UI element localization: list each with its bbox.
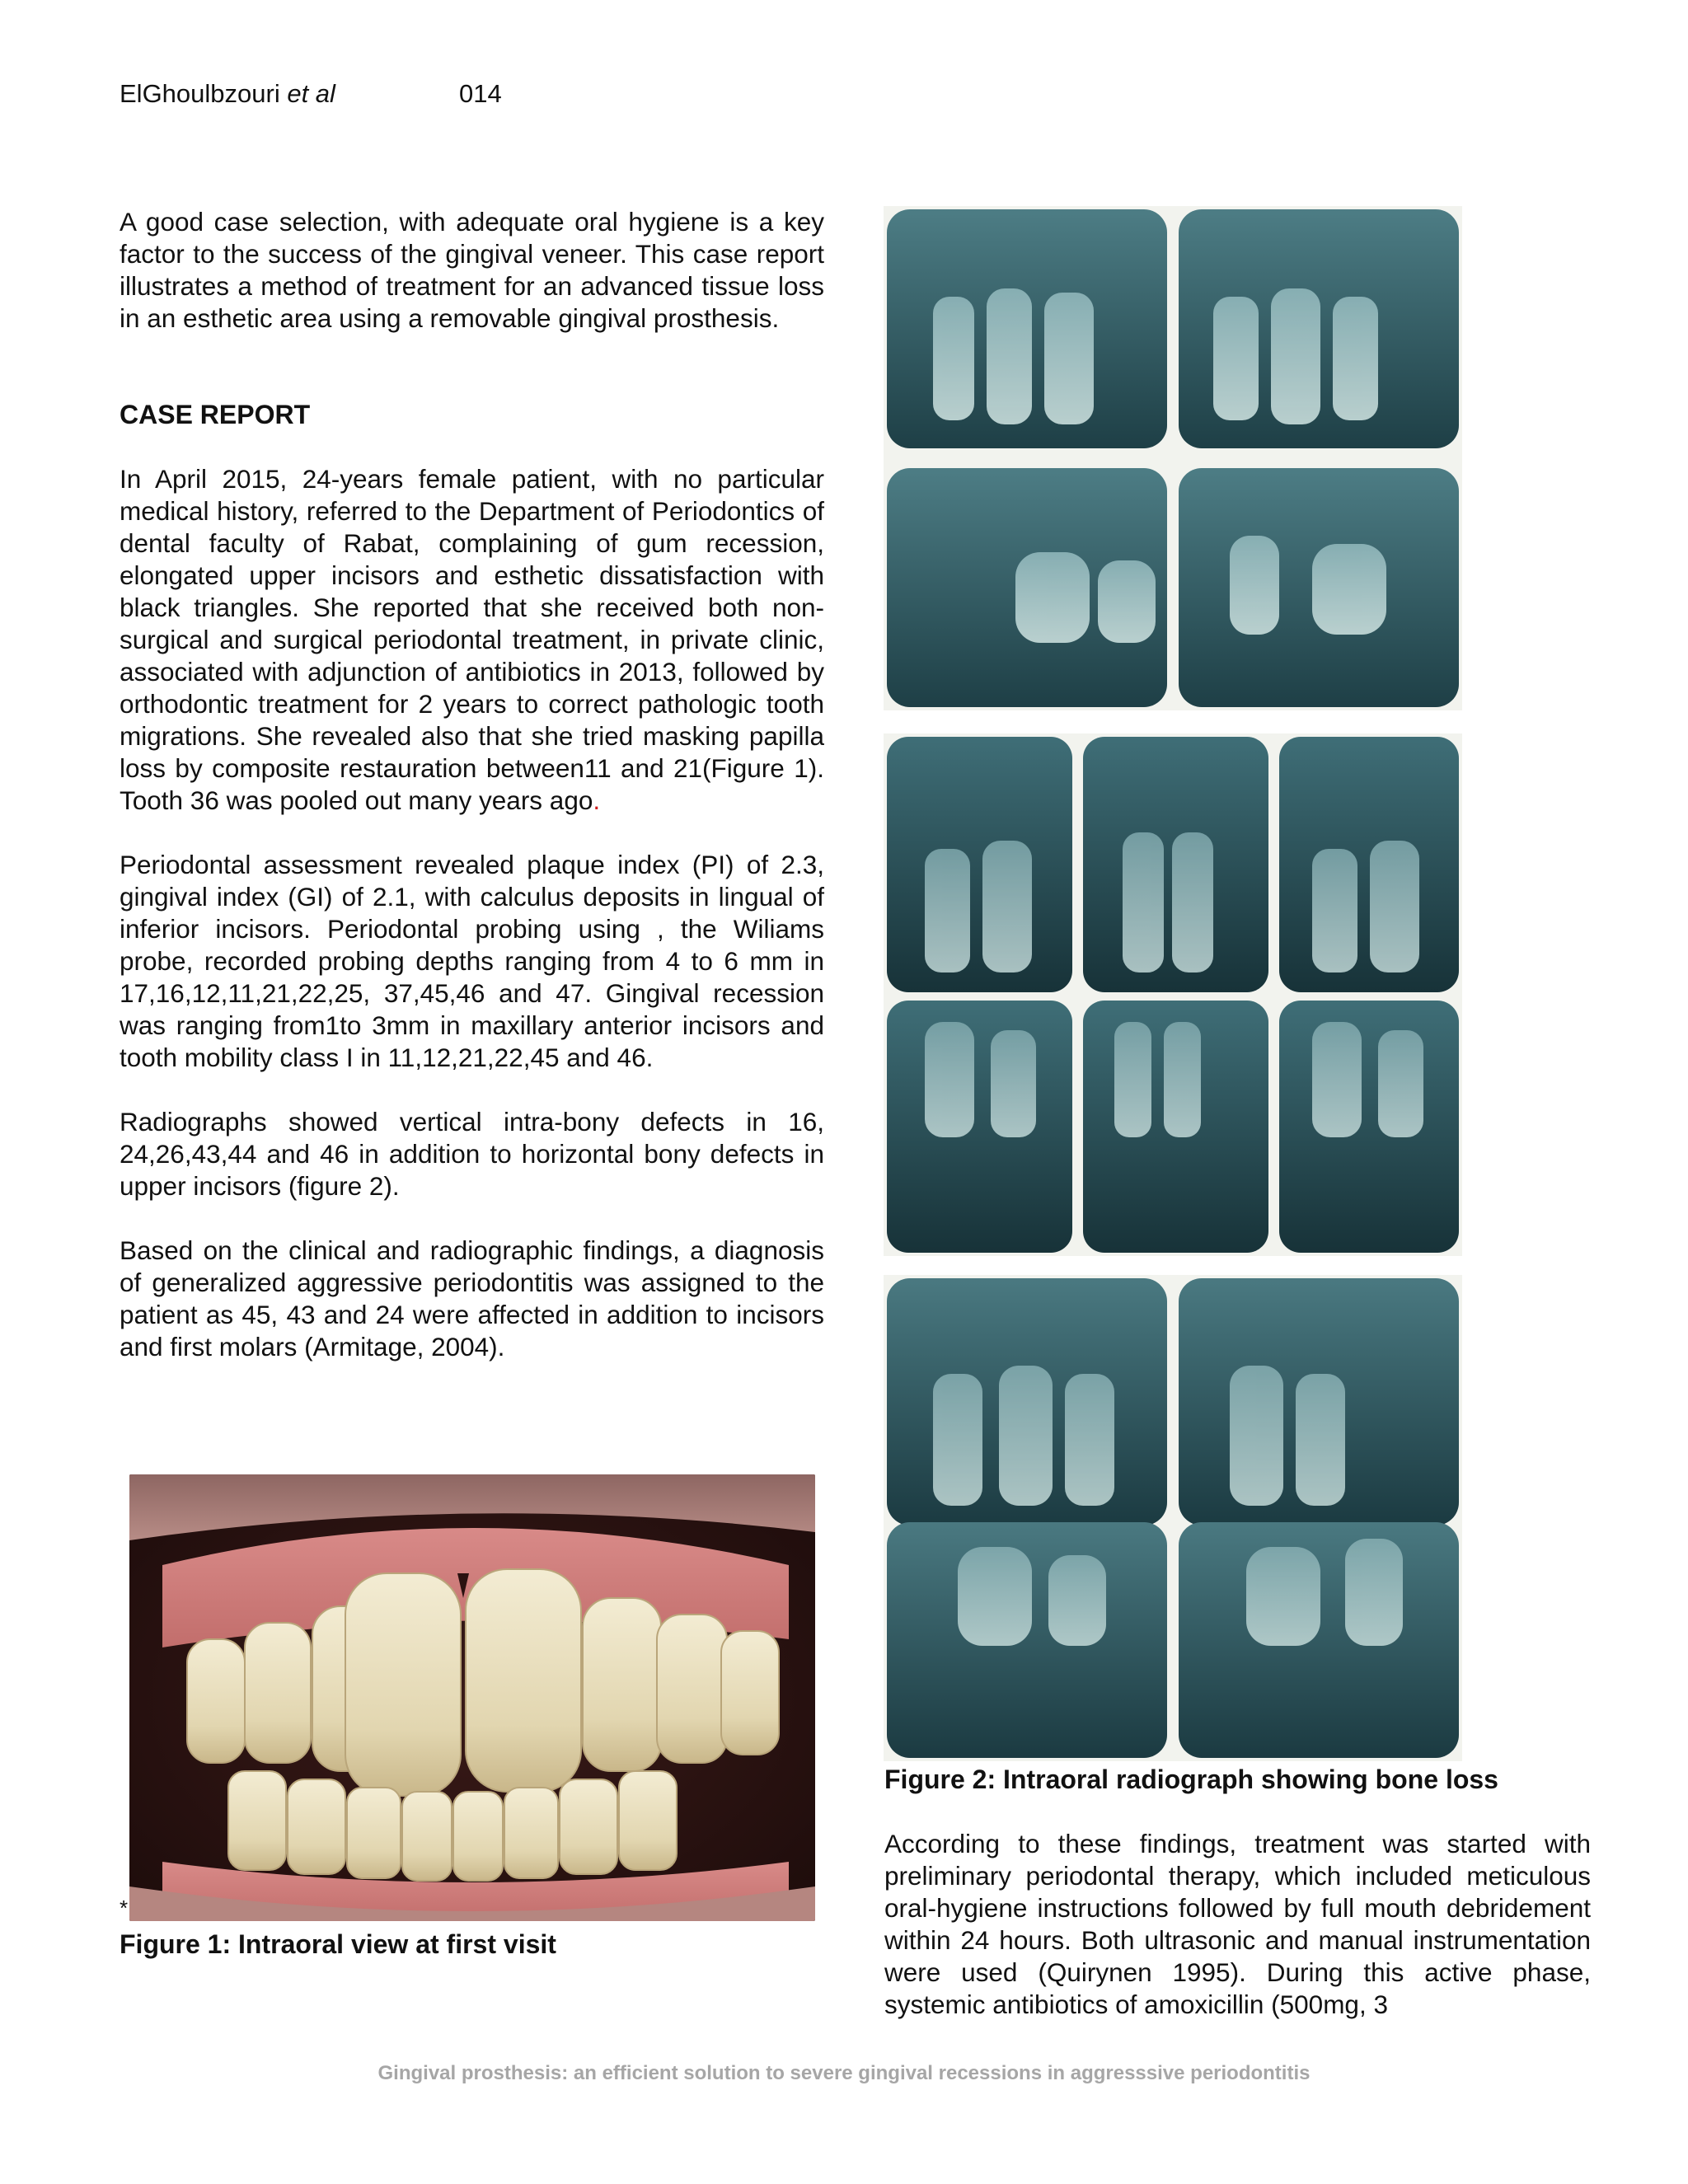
intro-paragraph: A good case selection, with adequate oral hygiene is a key factor to the success of the gingival veneer. This case report illustrates a method of treatment for an advanced tissue loss in an esthetic area using a removable gingival prosthesis.	[120, 207, 824, 333]
paragraph-1-red-period: .	[593, 785, 601, 815]
page-number: 014	[459, 79, 502, 108]
figure-1-caption: Figure 1: Intraoral view at first visit	[120, 1929, 556, 1959]
figure-2-radiograph-panel-2	[884, 733, 1462, 1256]
case-report-paragraph-1	[120, 463, 824, 817]
figure-1-intraoral-photo	[129, 1474, 815, 1921]
header-author-suffix: et al	[287, 79, 335, 108]
footer-running-title: Gingival prosthesis: an efficient solution to severe gingival recessions in aggresssive periodontitis	[377, 2062, 1311, 2084]
figure-2-caption: Figure 2: Intraoral radiograph showing bone loss	[884, 1765, 1498, 1794]
header-author: ElGhoulbzouri	[120, 79, 280, 108]
figure-2-radiograph-panel-1	[884, 206, 1462, 710]
right-column	[884, 1828, 1591, 2021]
page-header	[120, 79, 502, 109]
case-report-paragraph-2: Periodontal assessment revealed plaque index (PI) of 2.3, gingival index (GI) of 2.1, with calculus deposits in lingual of inferior incisors. Periodontal probing using , the Wiliams probe, recorded probing depths ranging from 4 to 6 mm in 17,16,12,11,21,22,25, 37,45,46 and 47. Gingival recession was ranging from1to 3mm in maxillary anterior incisors and tooth mobility class I in 11,12,21,22,45 and 46.	[120, 850, 824, 1072]
case-report-paragraph-4: Based on the clinical and radiographic findings, a diagnosis of generalized aggressive periodontitis was assigned to the patient as 45, 43 and 24 were affected in addition to incisors and first molars (Armitage, 2004).	[120, 1235, 824, 1361]
section-heading-case-report: CASE REPORT	[120, 400, 311, 429]
figure-2-radiograph-panel-3	[884, 1275, 1462, 1761]
figure-1-marker: *	[120, 1896, 129, 1920]
left-column	[120, 206, 824, 1363]
right-paragraph-1: According to these findings, treatment was started with preliminary periodontal therapy, which included meticulous oral-hygiene instructions followed by full mouth debridement within 24 hours. Both ultrasonic and manual instrumentation were used (Quirynen 1995). During this active phase, systemic antibiotics of amoxicillin (500mg, 3	[884, 1829, 1591, 2019]
case-report-paragraph-1-text: In April 2015, 24-years female patient, with no particular medical history, referred to the Department of Periodontics of dental faculty of Rabat, complaining of gum recession, elongated upper incisors and esthetic dissatisfaction with black triangles. She reported that she received both non-surgical and surgical periodontal treatment, in private clinic, associated with adjunction of antibiotics in 2013, followed by orthodontic treatment for 2 years to correct pathologic tooth migrations. She revealed also that she tried masking papilla loss by composite restauration between11 and 21(Figure 1). Tooth 36 was pooled out many years ago	[120, 464, 824, 815]
case-report-paragraph-3: Radiographs showed vertical intra-bony defects in 16, 24,26,43,44 and 46 in addition to horizontal bony defects in upper incisors (figure 2).	[120, 1107, 824, 1201]
